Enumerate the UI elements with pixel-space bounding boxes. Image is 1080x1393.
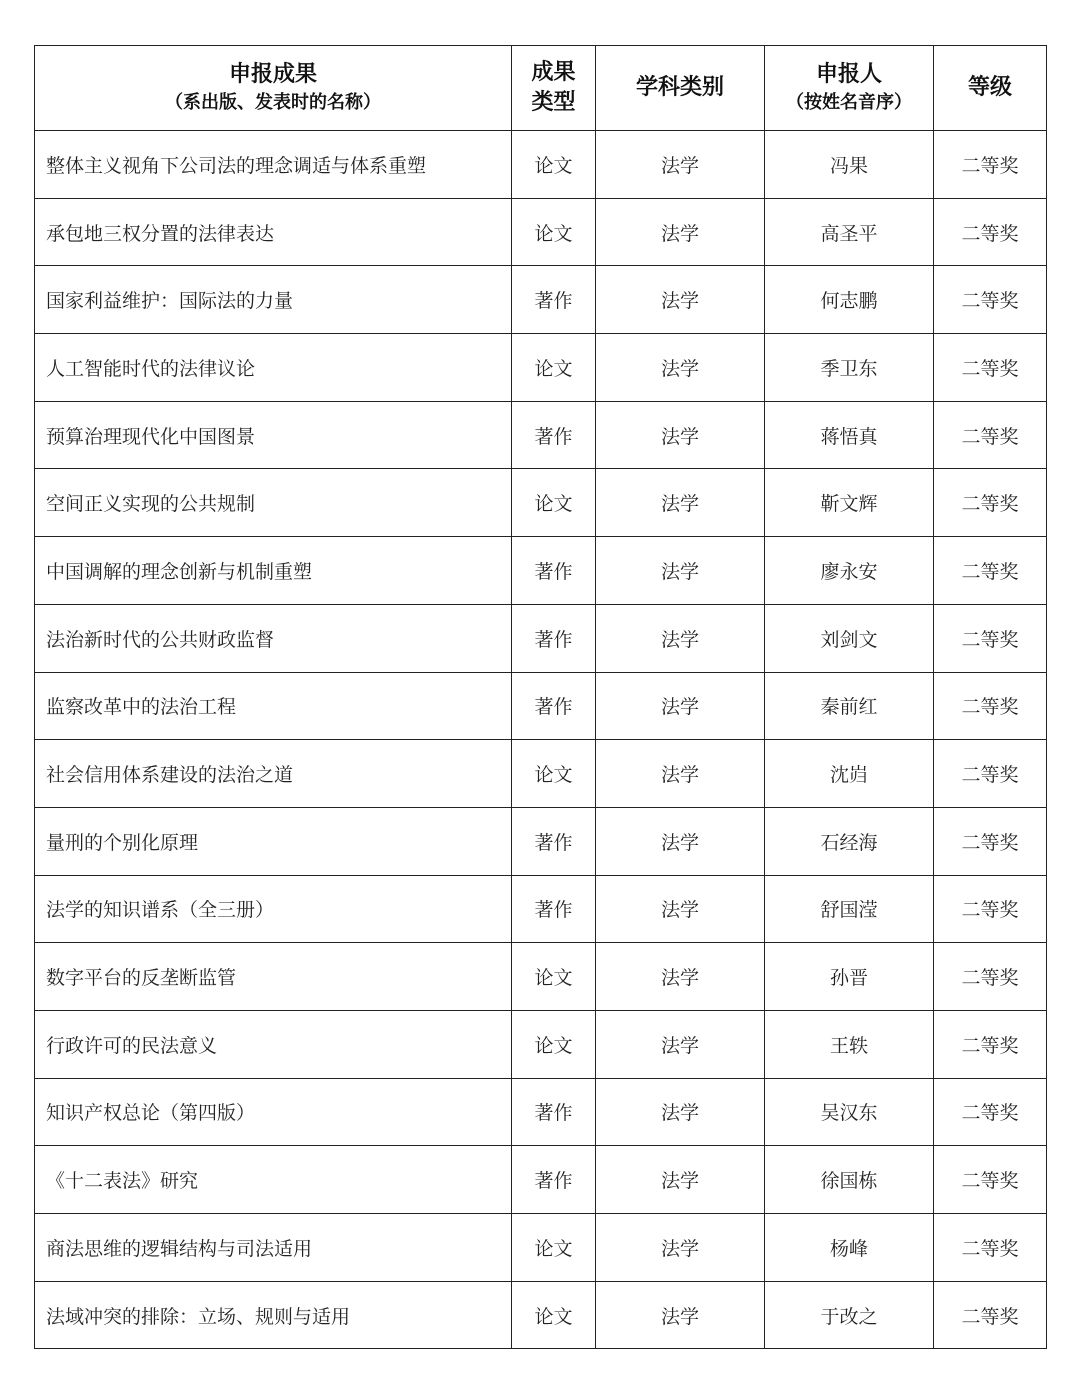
cell-title: 监察改革中的法治工程 bbox=[35, 672, 512, 740]
cell-grade: 二等奖 bbox=[934, 1010, 1047, 1078]
cell-grade: 二等奖 bbox=[934, 334, 1047, 402]
cell-applicant: 舒国滢 bbox=[765, 875, 934, 943]
header-type-line1: 成果 bbox=[531, 60, 576, 85]
cell-title: 中国调解的理念创新与机制重塑 bbox=[35, 537, 512, 605]
header-row bbox=[35, 46, 1047, 131]
header-achievement bbox=[35, 46, 512, 131]
cell-discipline: 法学 bbox=[596, 131, 765, 199]
cell-grade: 二等奖 bbox=[934, 469, 1047, 537]
table-body bbox=[35, 131, 1047, 1349]
cell-discipline: 法学 bbox=[596, 875, 765, 943]
table-row bbox=[35, 334, 1047, 402]
cell-title: 法域冲突的排除：立场、规则与适用 bbox=[35, 1281, 512, 1349]
cell-type: 著作 bbox=[512, 266, 596, 334]
cell-applicant: 王轶 bbox=[765, 1010, 934, 1078]
cell-type: 论文 bbox=[512, 131, 596, 199]
header-type bbox=[512, 46, 596, 131]
table-row bbox=[35, 1010, 1047, 1078]
cell-title: 法学的知识谱系（全三册） bbox=[35, 875, 512, 943]
cell-title: 行政许可的民法意义 bbox=[35, 1010, 512, 1078]
cell-title: 法治新时代的公共财政监督 bbox=[35, 604, 512, 672]
cell-discipline: 法学 bbox=[596, 1146, 765, 1214]
cell-applicant: 蒋悟真 bbox=[765, 401, 934, 469]
header-applicant-sub: （按姓名音序） bbox=[786, 92, 912, 113]
cell-discipline: 法学 bbox=[596, 266, 765, 334]
table-row bbox=[35, 943, 1047, 1011]
cell-discipline: 法学 bbox=[596, 1078, 765, 1146]
cell-discipline: 法学 bbox=[596, 401, 765, 469]
cell-discipline: 法学 bbox=[596, 672, 765, 740]
cell-grade: 二等奖 bbox=[934, 807, 1047, 875]
cell-type: 著作 bbox=[512, 807, 596, 875]
table-row bbox=[35, 807, 1047, 875]
table-row bbox=[35, 131, 1047, 199]
cell-type: 论文 bbox=[512, 198, 596, 266]
cell-discipline: 法学 bbox=[596, 198, 765, 266]
cell-title: 空间正义实现的公共规制 bbox=[35, 469, 512, 537]
header-grade-label: 等级 bbox=[967, 75, 1012, 100]
cell-title: 社会信用体系建设的法治之道 bbox=[35, 740, 512, 808]
awards-table bbox=[34, 45, 1047, 1349]
cell-type: 论文 bbox=[512, 1010, 596, 1078]
cell-grade: 二等奖 bbox=[934, 1078, 1047, 1146]
cell-applicant: 秦前红 bbox=[765, 672, 934, 740]
cell-grade: 二等奖 bbox=[934, 1281, 1047, 1349]
cell-applicant: 刘剑文 bbox=[765, 604, 934, 672]
table-row bbox=[35, 469, 1047, 537]
cell-applicant: 何志鹏 bbox=[765, 266, 934, 334]
cell-type: 著作 bbox=[512, 401, 596, 469]
cell-grade: 二等奖 bbox=[934, 875, 1047, 943]
header-discipline bbox=[596, 46, 765, 131]
cell-discipline: 法学 bbox=[596, 537, 765, 605]
cell-applicant: 吴汉东 bbox=[765, 1078, 934, 1146]
table-row bbox=[35, 740, 1047, 808]
cell-grade: 二等奖 bbox=[934, 537, 1047, 605]
cell-grade: 二等奖 bbox=[934, 198, 1047, 266]
cell-discipline: 法学 bbox=[596, 740, 765, 808]
cell-discipline: 法学 bbox=[596, 1214, 765, 1282]
cell-discipline: 法学 bbox=[596, 943, 765, 1011]
cell-applicant: 靳文辉 bbox=[765, 469, 934, 537]
cell-applicant: 冯果 bbox=[765, 131, 934, 199]
cell-applicant: 季卫东 bbox=[765, 334, 934, 402]
cell-title: 量刑的个别化原理 bbox=[35, 807, 512, 875]
cell-type: 论文 bbox=[512, 943, 596, 1011]
cell-type: 著作 bbox=[512, 1078, 596, 1146]
table-row bbox=[35, 537, 1047, 605]
header-discipline-label: 学科类别 bbox=[635, 75, 724, 100]
table-row bbox=[35, 401, 1047, 469]
cell-applicant: 沈岿 bbox=[765, 740, 934, 808]
table-row bbox=[35, 604, 1047, 672]
cell-grade: 二等奖 bbox=[934, 401, 1047, 469]
table-row bbox=[35, 1078, 1047, 1146]
header-applicant bbox=[765, 46, 934, 131]
cell-grade: 二等奖 bbox=[934, 672, 1047, 740]
cell-discipline: 法学 bbox=[596, 604, 765, 672]
cell-title: 《十二表法》研究 bbox=[35, 1146, 512, 1214]
cell-type: 论文 bbox=[512, 1281, 596, 1349]
table-row bbox=[35, 1281, 1047, 1349]
header-type-line2: 类型 bbox=[531, 90, 576, 115]
cell-discipline: 法学 bbox=[596, 1010, 765, 1078]
cell-type: 论文 bbox=[512, 469, 596, 537]
header-achievement-sub: （系出版、发表时的名称） bbox=[165, 92, 381, 113]
cell-title: 知识产权总论（第四版） bbox=[35, 1078, 512, 1146]
cell-type: 著作 bbox=[512, 875, 596, 943]
cell-type: 论文 bbox=[512, 1214, 596, 1282]
table-header bbox=[35, 46, 1047, 131]
cell-title: 人工智能时代的法律议论 bbox=[35, 334, 512, 402]
cell-type: 著作 bbox=[512, 1146, 596, 1214]
header-achievement-main: 申报成果 bbox=[228, 62, 317, 87]
cell-applicant: 廖永安 bbox=[765, 537, 934, 605]
cell-title: 数字平台的反垄断监管 bbox=[35, 943, 512, 1011]
header-applicant-main: 申报人 bbox=[815, 62, 882, 87]
cell-title: 预算治理现代化中国图景 bbox=[35, 401, 512, 469]
cell-discipline: 法学 bbox=[596, 1281, 765, 1349]
table-row bbox=[35, 875, 1047, 943]
cell-grade: 二等奖 bbox=[934, 1146, 1047, 1214]
cell-type: 著作 bbox=[512, 604, 596, 672]
cell-grade: 二等奖 bbox=[934, 604, 1047, 672]
cell-grade: 二等奖 bbox=[934, 943, 1047, 1011]
cell-type: 著作 bbox=[512, 537, 596, 605]
cell-type: 著作 bbox=[512, 672, 596, 740]
cell-applicant: 于改之 bbox=[765, 1281, 934, 1349]
cell-grade: 二等奖 bbox=[934, 740, 1047, 808]
table-row bbox=[35, 198, 1047, 266]
cell-applicant: 高圣平 bbox=[765, 198, 934, 266]
cell-title: 国家利益维护：国际法的力量 bbox=[35, 266, 512, 334]
table-row bbox=[35, 1146, 1047, 1214]
header-grade bbox=[934, 46, 1047, 131]
table-row bbox=[35, 266, 1047, 334]
table-row bbox=[35, 1214, 1047, 1282]
cell-discipline: 法学 bbox=[596, 469, 765, 537]
cell-applicant: 徐国栋 bbox=[765, 1146, 934, 1214]
cell-title: 整体主义视角下公司法的理念调适与体系重塑 bbox=[35, 131, 512, 199]
cell-type: 论文 bbox=[512, 334, 596, 402]
cell-discipline: 法学 bbox=[596, 334, 765, 402]
cell-grade: 二等奖 bbox=[934, 1214, 1047, 1282]
cell-applicant: 石经海 bbox=[765, 807, 934, 875]
table-row bbox=[35, 672, 1047, 740]
cell-grade: 二等奖 bbox=[934, 131, 1047, 199]
cell-applicant: 杨峰 bbox=[765, 1214, 934, 1282]
cell-applicant: 孙晋 bbox=[765, 943, 934, 1011]
cell-title: 承包地三权分置的法律表达 bbox=[35, 198, 512, 266]
cell-title: 商法思维的逻辑结构与司法适用 bbox=[35, 1214, 512, 1282]
cell-grade: 二等奖 bbox=[934, 266, 1047, 334]
cell-type: 论文 bbox=[512, 740, 596, 808]
cell-discipline: 法学 bbox=[596, 807, 765, 875]
